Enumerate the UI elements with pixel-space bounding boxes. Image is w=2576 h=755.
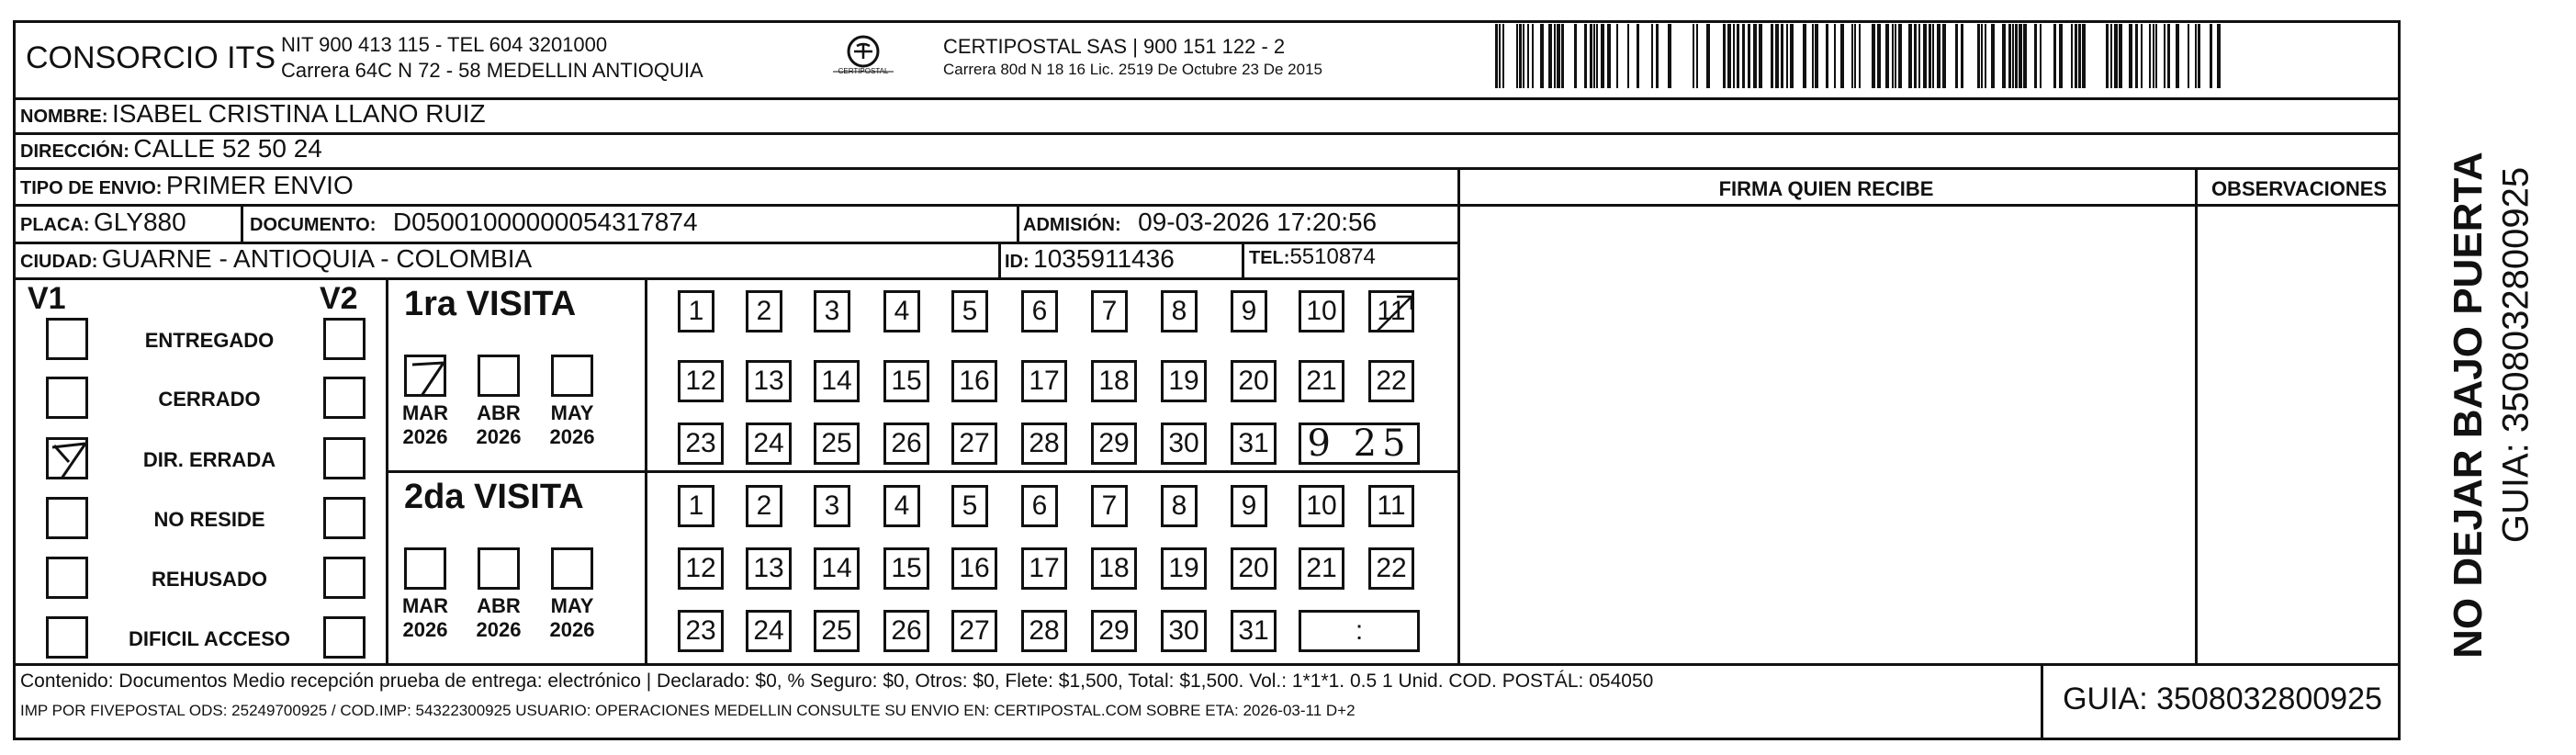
day-box[interactable]: 24 <box>746 610 792 652</box>
v1-checkbox[interactable] <box>46 557 88 599</box>
day-box[interactable]: 5 <box>951 290 988 332</box>
v2-checkbox[interactable] <box>323 318 366 360</box>
day-box[interactable]: 30 <box>1161 610 1207 652</box>
tel-field <box>1249 244 1376 270</box>
day-box[interactable]: 13 <box>746 547 792 590</box>
day-box[interactable]: 8 <box>1161 290 1198 332</box>
v2-label: V2 <box>320 281 358 316</box>
tipo-row <box>20 171 354 200</box>
day-box[interactable]: 26 <box>883 423 929 465</box>
day-box[interactable]: 17 <box>1021 360 1067 402</box>
first-visit-title: 1ra VISITA <box>404 285 577 323</box>
day-box[interactable]: 27 <box>951 423 997 465</box>
month-label: MAY <box>550 401 594 424</box>
day-box[interactable]: 16 <box>951 360 997 402</box>
month-label: MAR <box>401 401 449 424</box>
day-box[interactable]: 4 <box>883 485 920 527</box>
v2-checkbox[interactable] <box>323 616 366 659</box>
divider <box>998 242 1001 277</box>
divider <box>13 277 1457 280</box>
divider <box>13 204 2401 207</box>
day-box[interactable]: 13 <box>746 360 792 402</box>
day-box[interactable]: 25 <box>814 423 860 465</box>
divider <box>386 277 388 663</box>
day-box[interactable]: 16 <box>951 547 997 590</box>
v2-checkbox[interactable] <box>323 377 366 419</box>
day-box[interactable]: 17 <box>1021 547 1067 590</box>
side-rotated-text <box>2415 97 2537 740</box>
day-box[interactable]: 31 <box>1231 610 1277 652</box>
carrier-line2: Carrera 80d N 18 16 Lic. 2519 De Octubre 23 De 2015 <box>943 61 1322 78</box>
id-value: 1035911436 <box>1033 244 1175 273</box>
no-dejar-notice: NO DEJAR BAJO PUERTA <box>2446 152 2491 659</box>
month-label: MAR <box>401 594 449 617</box>
nombre-row <box>20 99 486 129</box>
footer-imp-line: IMP POR FIVEPOSTAL ODS: 25249700925 / COD.IMP: 54322300925 USUARIO: OPERACIONES MEDELLIN CONSULTE SU ENVIO EN: CERTIPOSTAL.COM SOBRE ETA: 2026-03-11 D+2 <box>20 702 1355 719</box>
barcode-icon <box>1495 24 2225 88</box>
admision-field <box>1023 208 1377 237</box>
day-box[interactable]: 20 <box>1231 547 1277 590</box>
v1-checkbox[interactable] <box>46 318 88 360</box>
status-label: ENTREGADO <box>144 329 275 352</box>
month-checkbox[interactable] <box>551 547 593 590</box>
divider <box>1242 242 1244 277</box>
ciudad-field <box>20 244 532 274</box>
month-year: 2026 <box>476 425 522 448</box>
day-box[interactable]: 23 <box>678 610 724 652</box>
divider <box>13 167 2401 170</box>
day-box[interactable]: 23 <box>678 423 724 465</box>
side-guia: GUIA: 3508032800925 <box>2495 166 2537 544</box>
time-box-handwritten[interactable]: 9 25 <box>1299 423 1420 465</box>
v1-label: V1 <box>28 281 66 316</box>
month-checkbox[interactable] <box>478 547 520 590</box>
id-label: ID: <box>1005 252 1029 272</box>
ciudad-value: GUARNE - ANTIOQUIA - COLOMBIA <box>101 244 533 273</box>
status-label: DIFICIL ACCESO <box>128 627 290 650</box>
tipo-value: PRIMER ENVIO <box>165 171 354 199</box>
day-box[interactable]: 12 <box>678 547 724 590</box>
v1-checkbox[interactable] <box>46 616 88 659</box>
v1-checkbox[interactable] <box>46 497 88 539</box>
nombre-label: NOMBRE: <box>20 107 108 127</box>
month-label: ABR <box>477 594 521 617</box>
footer-guia: GUIA: 3508032800925 <box>2063 682 2382 716</box>
month-checkbox[interactable] <box>404 547 446 590</box>
nombre-value: ISABEL CRISTINA LLANO RUIZ <box>112 99 486 128</box>
day-box[interactable]: 7 <box>1091 485 1128 527</box>
company-name: CONSORCIO ITS <box>26 40 276 75</box>
day-box[interactable]: 20 <box>1231 360 1277 402</box>
month-year: 2026 <box>476 618 522 641</box>
day-box[interactable]: 14 <box>814 360 860 402</box>
placa-label: PLACA: <box>20 215 90 235</box>
day-box[interactable]: 31 <box>1231 423 1277 465</box>
day-box[interactable]: 26 <box>883 610 929 652</box>
v2-checkbox[interactable] <box>323 437 366 479</box>
company-nit: NIT 900 413 115 - TEL 604 3201000 <box>281 33 608 56</box>
divider <box>2041 663 2043 740</box>
month-year: 2026 <box>549 618 595 641</box>
day-box[interactable]: 3 <box>814 485 850 527</box>
status-label: DIR. ERRADA <box>142 448 276 471</box>
day-box[interactable]: 29 <box>1091 423 1137 465</box>
v2-checkbox[interactable] <box>323 557 366 599</box>
day-box[interactable]: 9 <box>1231 485 1267 527</box>
divider <box>1017 204 1019 242</box>
day-box[interactable]: 21 <box>1299 547 1344 590</box>
id-field <box>1005 244 1175 274</box>
ciudad-label: CIUDAD: <box>20 252 98 272</box>
day-box[interactable]: 28 <box>1021 423 1067 465</box>
day-box[interactable]: 6 <box>1021 290 1058 332</box>
day-box[interactable]: 3 <box>814 290 850 332</box>
footer-content-line: Contenido: Documentos Medio recepción prueba de entrega: electrónico | Declarado: $0, % Seguro: $0, Otros: $0, Flete: $1,500, Total: $1,500. Vol.: 1*1*1. 0.5 1 Unid. COD. POSTÁL: 054050 <box>20 670 1654 692</box>
month-label: ABR <box>477 401 521 424</box>
day-box[interactable]: 2 <box>746 290 782 332</box>
day-box[interactable]: 28 <box>1021 610 1067 652</box>
day-box[interactable]: 7 <box>1091 290 1128 332</box>
v1-checkbox[interactable] <box>46 437 88 479</box>
divider <box>386 470 1457 473</box>
day-box[interactable]: 2 <box>746 485 782 527</box>
v2-checkbox[interactable] <box>323 497 366 539</box>
divider <box>241 204 243 242</box>
tipo-label: TIPO DE ENVIO: <box>20 178 163 198</box>
carrier-line1: CERTIPOSTAL SAS | 900 151 122 - 2 <box>943 35 1286 58</box>
placa-value: GLY880 <box>94 208 186 236</box>
placa-field <box>20 208 186 237</box>
divider <box>1457 167 1460 663</box>
certipostal-logo <box>822 33 905 81</box>
day-box[interactable]: 14 <box>814 547 860 590</box>
day-box[interactable]: 19 <box>1161 360 1207 402</box>
day-box[interactable]: 10 <box>1299 290 1344 332</box>
certipostal-logo-text: CERTIPOSTAL <box>838 67 889 75</box>
day-box[interactable]: 9 <box>1231 290 1267 332</box>
status-label: CERRADO <box>158 388 261 411</box>
direccion-value: CALLE 52 50 24 <box>133 134 322 163</box>
day-box[interactable]: 24 <box>746 423 792 465</box>
day-box[interactable]: 10 <box>1299 485 1344 527</box>
admision-value: 09-03-2026 17:20:56 <box>1138 208 1378 236</box>
day-box[interactable]: 21 <box>1299 360 1344 402</box>
day-box[interactable]: 1 <box>678 290 714 332</box>
month-checkbox[interactable] <box>478 355 520 397</box>
day-box[interactable]: 4 <box>883 290 920 332</box>
day-box[interactable]: 25 <box>814 610 860 652</box>
day-box[interactable]: 19 <box>1161 547 1207 590</box>
day-box[interactable]: 30 <box>1161 423 1207 465</box>
second-visit-title: 2da VISITA <box>404 478 584 516</box>
month-year: 2026 <box>549 425 595 448</box>
day-box[interactable]: 18 <box>1091 360 1137 402</box>
day-box[interactable]: 5 <box>951 485 988 527</box>
tel-value: 5510874 <box>1289 244 1376 269</box>
day-box[interactable]: 18 <box>1091 547 1137 590</box>
day-box[interactable]: 29 <box>1091 610 1137 652</box>
documento-label: DOCUMENTO: <box>250 215 377 235</box>
divider <box>645 277 647 663</box>
day-box[interactable]: 15 <box>883 360 929 402</box>
status-label: NO RESIDE <box>153 508 265 531</box>
status-label: REHUSADO <box>152 568 267 591</box>
company-address: Carrera 64C N 72 - 58 MEDELLIN ANTIOQUIA <box>281 59 703 82</box>
month-checkbox[interactable] <box>404 355 446 397</box>
direccion-row <box>20 134 322 163</box>
month-label: MAY <box>550 594 594 617</box>
divider <box>13 132 2401 135</box>
day-box[interactable]: 27 <box>951 610 997 652</box>
day-box[interactable]: 1 <box>678 485 714 527</box>
direccion-label: DIRECCIÓN: <box>20 141 129 162</box>
divider <box>2195 167 2198 663</box>
month-year: 2026 <box>402 618 448 641</box>
admision-label: ADMISIÓN: <box>1023 215 1121 235</box>
documento-value: D05001000000054317874 <box>392 208 698 236</box>
tel-label: TEL: <box>1249 248 1290 268</box>
day-box[interactable]: 12 <box>678 360 724 402</box>
day-box[interactable]: 8 <box>1161 485 1198 527</box>
day-box[interactable]: 11 <box>1368 290 1414 332</box>
day-box[interactable]: 11 <box>1368 485 1414 527</box>
time-box[interactable]: : <box>1299 610 1420 652</box>
day-box[interactable]: 6 <box>1021 485 1058 527</box>
v1-checkbox[interactable] <box>46 377 88 419</box>
day-box[interactable]: 22 <box>1368 547 1414 590</box>
month-year: 2026 <box>402 425 448 448</box>
firma-header: FIRMA QUIEN RECIBE <box>1718 177 1934 200</box>
observaciones-header: OBSERVACIONES <box>2210 177 2388 200</box>
documento-field <box>250 208 698 237</box>
day-box[interactable]: 15 <box>883 547 929 590</box>
month-checkbox[interactable] <box>551 355 593 397</box>
day-box[interactable]: 22 <box>1368 360 1414 402</box>
